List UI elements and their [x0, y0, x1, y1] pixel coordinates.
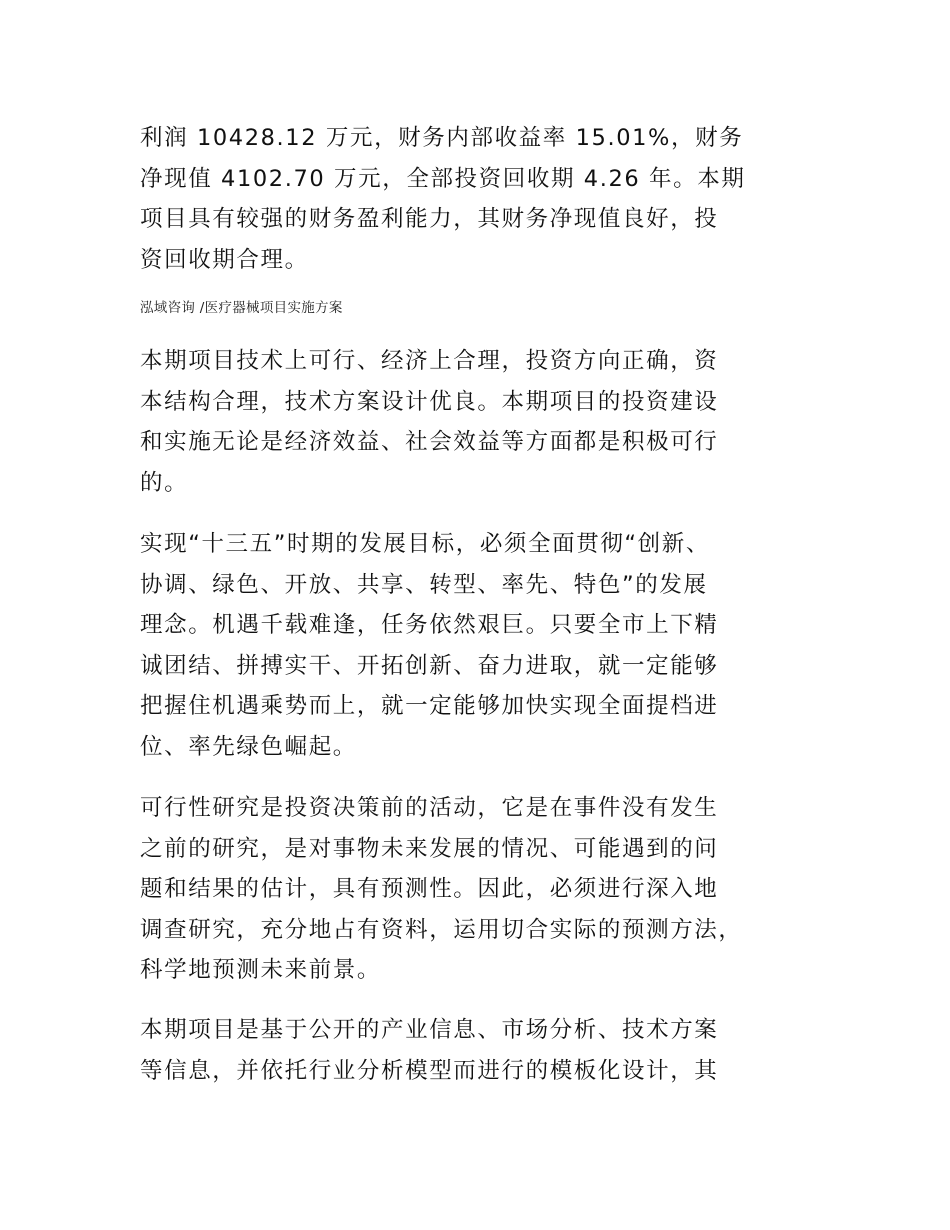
text-line: 实现“十三五”时期的发展目标，必须全面贯彻“创新、 — [140, 531, 710, 557]
text-line: 的。 — [140, 469, 189, 496]
text-line: 本结构合理，技术方案设计优良。本期项目的投资建设 — [140, 388, 719, 415]
text-line: 净现值 4102.70 万元，全部投资回收期 4.26 年。本期 — [140, 165, 746, 192]
text-line: 之前的研究，是对事物未来发展的情况、可能遇到的问 — [140, 835, 719, 862]
paragraph-feasibility-study — [140, 788, 820, 991]
text-line: 协调、绿色、开放、共享、转型、率先、特色”的发展 — [140, 571, 708, 598]
text-line: 本期项目技术上可行、经济上合理，投资方向正确，资 — [140, 348, 719, 374]
running-header: 泓域咨询 /医疗器械项目实施方案 — [140, 300, 343, 316]
text-line: 项目具有较强的财务盈利能力，其财务净现值良好，投 — [140, 206, 719, 232]
text-line: 理念。机遇千载难逢，任务依然艰巨。只要全市上下精 — [140, 612, 719, 638]
text-line: 科学地预测未来前景。 — [140, 957, 382, 983]
paragraph-financial-summary — [140, 118, 820, 280]
text-line: 利润 10428.12 万元，财务内部收益率 15.01%，财务 — [140, 125, 744, 151]
text-line: 题和结果的估计，具有预测性。因此，必须进行深入地 — [140, 876, 719, 902]
text-line: 和实施无论是经济效益、社会效益等方面都是积极可行 — [140, 429, 719, 455]
text-line: 位、率先绿色崛起。 — [140, 733, 357, 760]
text-line: 把握住机遇乘势而上，就一定能够加快实现全面提档进 — [140, 693, 719, 719]
text-line: 诚团结、拼搏实干、开拓创新、奋力进取，就一定能够 — [140, 652, 719, 679]
paragraph-feasibility-conclusion — [140, 341, 820, 503]
text-line: 调查研究，充分地占有资料，运用切合实际的预测方法， — [140, 916, 743, 943]
text-line: 本期项目是基于公开的产业信息、市场分析、技术方案 — [140, 1017, 719, 1043]
text-line: 资回收期合理。 — [140, 246, 309, 273]
text-line: 等信息，并依托行业分析模型而进行的模板化设计，其 — [140, 1057, 719, 1084]
paragraph-template-design — [140, 1010, 820, 1091]
text-line: 可行性研究是投资决策前的活动，它是在事件没有发生 — [140, 795, 719, 821]
paragraph-development-goals — [140, 524, 820, 767]
